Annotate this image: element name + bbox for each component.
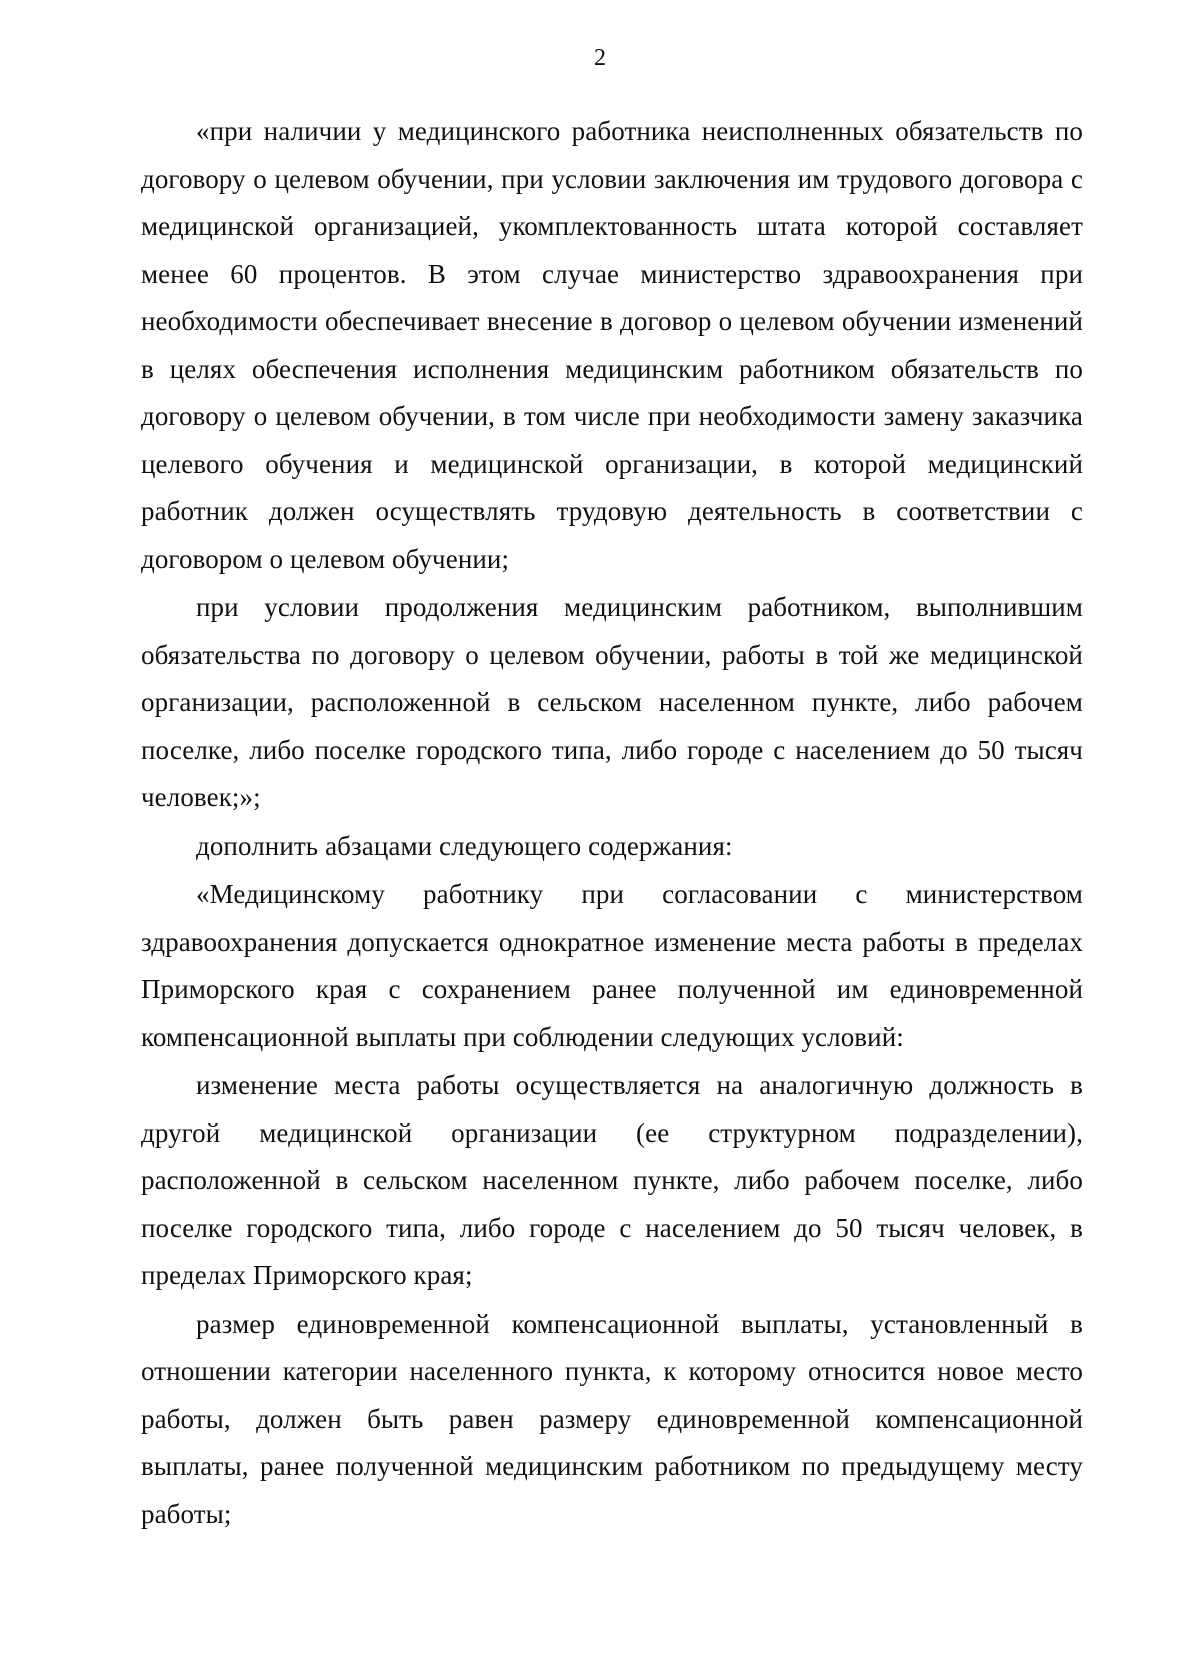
document-body [141,108,1083,1539]
paragraph-1: «при наличии у медицинского работника неисполненных обязательств по договору о целевом обучении, при условии заключения им трудового договора с медицинской организацией, укомплектованность штата которой составляет менее 60 процентов. В этом случае министерство здравоохранения при необходимости обеспечивает внесение в договор о целевом обучении изменений в целях обеспечения исполнения медицинским работником обязательств по договору о целевом обучении, в том числе при необходимости замену заказчика целевого обучения и медицинской организации, в которой медицинский работник должен осуществлять трудовую деятельность в соответствии с договором о целевом обучении; [141,116,1083,574]
paragraph-6: размер единовременной компенсационной выплаты, установленный в отношении категории населенного пункта, к которому относится новое место работы, должен быть равен размеру единовременной компенсационной выплаты, ранее полученной медицинским работником по предыдущему месту работы; [141,1308,1083,1529]
paragraph-4: «Медицинскому работнику при согласовании с министерством здравоохранения допускается однократное изменение места работы в пределах Приморского края с сохранением ранее полученной им единовременной компенсационной выплаты при соблюдении следующих условий: [141,879,1083,1052]
paragraph-2: при условии продолжения медицинским работником, выполнившим обязательства по договору о целевом обучении, работы в той же медицинской организации, расположенной в сельском населенном пункте, либо рабочем поселке, либо поселке городского типа, либо городе с населением до 50 тысяч человек;»; [141,592,1083,812]
paragraph-5: изменение места работы осуществляется на аналогичную должность в другой медицинской организации (ее структурном подразделении), расположенной в сельском населенном пункте, либо рабочем поселке, либо поселке городского типа, либо городе с населением до 50 тысяч человек, в пределах Приморского края; [141,1070,1083,1290]
paragraph-3: дополнить абзацами следующего содержания: [196,830,733,861]
page-number: 2 [594,45,606,71]
